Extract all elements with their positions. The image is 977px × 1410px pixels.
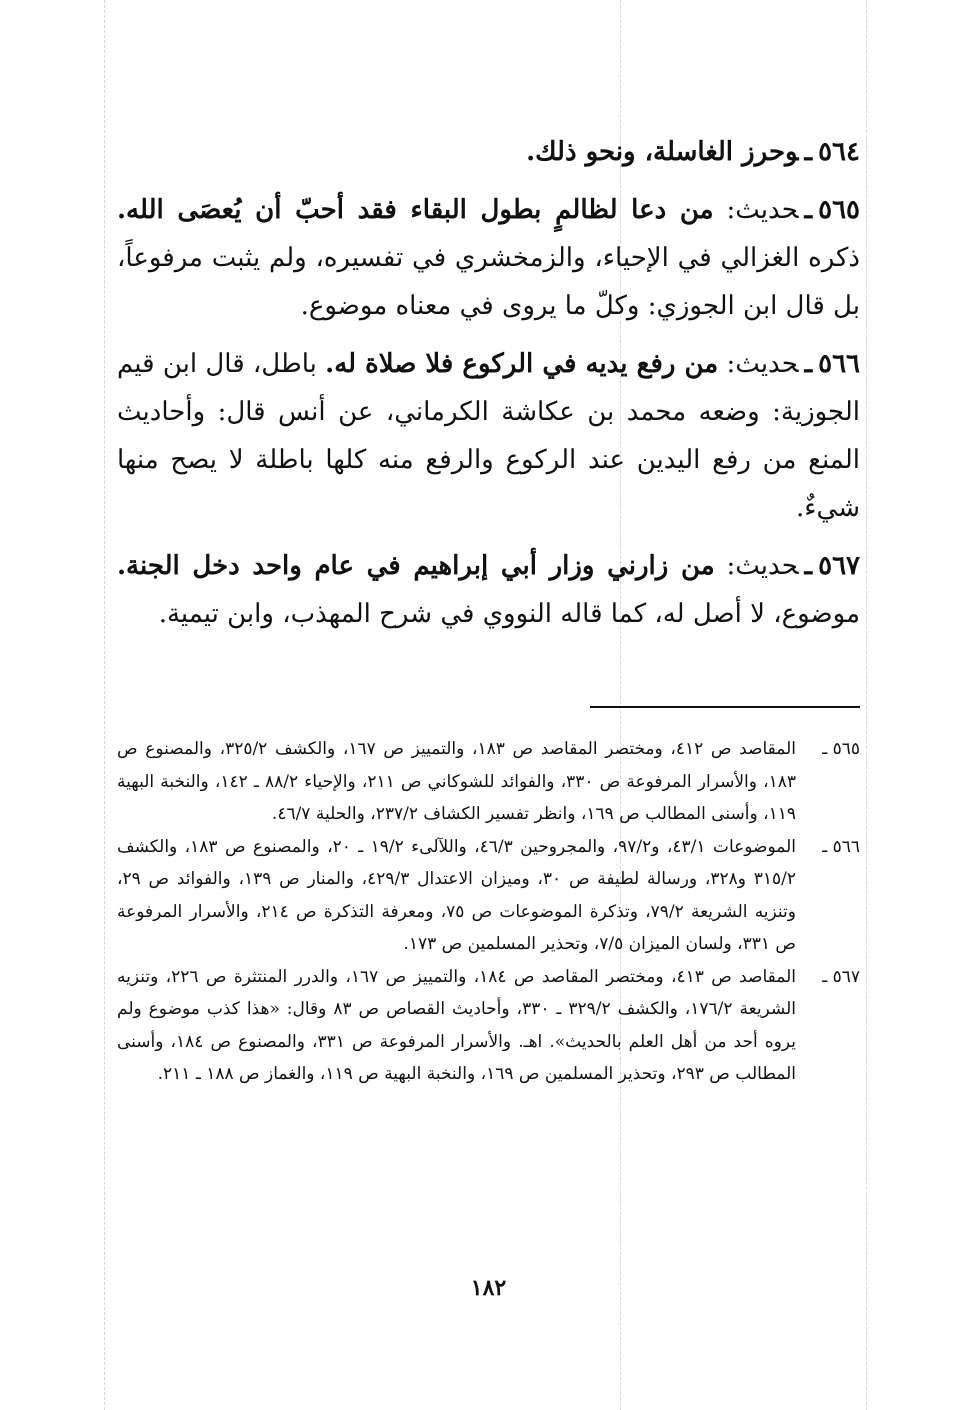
entry-number: ٥٦٦ (818, 349, 861, 379)
entry-564 (117, 128, 860, 176)
footnote-567 (117, 961, 860, 1091)
entry-comment: ذكره الغزالي في الإحياء، والزمخشري في تفسيره، ولم يثبت مرفوعاً، بل قال ابن الجوزي: وكلّ ما يروى في معناه موضوع. (117, 243, 860, 321)
main-text (117, 128, 860, 648)
entry-text: وحرز الغاسلة، ونحو ذلك. (526, 137, 799, 167)
scan-fold-line (104, 0, 105, 1410)
entry-number: ٥٦٥ (818, 195, 861, 225)
footnote-566 (117, 831, 860, 961)
footnote-text: الموضوعات ٤٣/١، و٩٧/٢، والمجروحين ٤٦/٣، واللآلىء ١٩/٢ ـ ٢٠، والمصنوع ص ١٨٣، والكشف ٣١٥/٢ و٣٢٨، ورسالة لطيفة ص ٣٠، وميزان الاعتدال ٤٢٩/٣، والمنار ص ١٣٩، والفوائد ص ٢٩، وتنزيه الشريعة ٧٩/٢، وتذكرة الموضوعات ص ٧٥، ومعرفة التذكرة ص ٢١٤، والأسرار المرفوعة ص ٣٣١، ولسان الميزان ٧/٥، وتحذير المسلمين ص ١٧٣. (117, 836, 797, 954)
entry-label: حديث: (726, 195, 799, 225)
entry-dash: ـ (804, 349, 813, 379)
entry-566 (117, 340, 860, 532)
hadith-text: من زارني وزار أبي إبراهيم في عام واحد دخل الجنة. (117, 551, 715, 581)
footnote-text: المقاصد ص ٤١٢، ومختصر المقاصد ص ١٨٣، والتمييز ص ١٦٧، والكشف ٣٢٥/٢، والمصنوع ص ١٨٣، والأسرار المرفوعة ص ٣٣٠، والفوائد للشوكاني ص ٢١١، والإحياء ٨٨/٢ ـ ١٤٢، والنخبة البهية ١١٩، وأسنى المطالب ص ١٦٩، وانظر تفسير الكشاف ٢٣٧/٢، والحلية ٤٦/٧. (117, 739, 796, 824)
footnote-number: ٥٦٥ ـ (822, 739, 860, 759)
hadith-text: من دعا لظالمٍ بطول البقاء فقد أحبّ أن يُعصَى الله. (117, 195, 714, 225)
footnote-number: ٥٦٦ ـ (822, 836, 860, 857)
footnotes (117, 733, 860, 1091)
entry-label: حديث: (726, 551, 799, 581)
entry-comment: موضوع، لا أصل له، كما قاله النووي في شرح المهذب، وابن تيمية. (158, 599, 860, 629)
page-number: ١٨٢ (470, 1275, 507, 1301)
hadith-text: من رفع يديه في الركوع فلا صلاة له. (325, 349, 719, 379)
entry-comment: باطل، قال ابن قيم الجوزية: وضعه محمد بن عكاشة الكرماني، عن أنس قال: وأحاديث المنع من رفع اليدين عند الركوع والرفع منه كلها باطلة لا يصح منها شيءٌ. (117, 349, 860, 523)
scan-fold-line (866, 0, 867, 1410)
entry-label: حديث: (726, 349, 799, 379)
footnote-number: ٥٦٧ ـ (822, 966, 860, 987)
entry-number: ٥٦٤ (818, 137, 860, 167)
footnote-565 (117, 733, 860, 831)
entry-567 (117, 542, 860, 638)
entry-dash: ـ (804, 137, 813, 167)
footnote-text: المقاصد ص ٤١٣، ومختصر المقاصد ص ١٨٤، والتمييز ص ١٦٧، والدرر المنتثرة ص ٢٢٦، وتنزيه الشريعة ١٧٦/٢، والكشف ٣٢٩/٢ ـ ٣٣٠، وأحاديث القصاص ص ٨٣ وقال: «هذا كذب موضوع ولم يروه أحد من أهل العلم بالحديث». اهـ. والأسرار المرفوعة ص ٣٣١، والمصنوع ص ١٨٤، وأسنى المطالب ص ٢٩٣، وتحذير المسلمين ص ١٦٩، والنخبة البهية ص ١١٩، والغماز ص ١٨٨ ـ ٢١١. (117, 966, 796, 1084)
entry-number: ٥٦٧ (818, 551, 861, 581)
entry-dash: ـ (804, 551, 813, 581)
entry-dash: ـ (804, 195, 813, 225)
footnote-divider (590, 706, 860, 708)
entry-565 (117, 186, 860, 330)
